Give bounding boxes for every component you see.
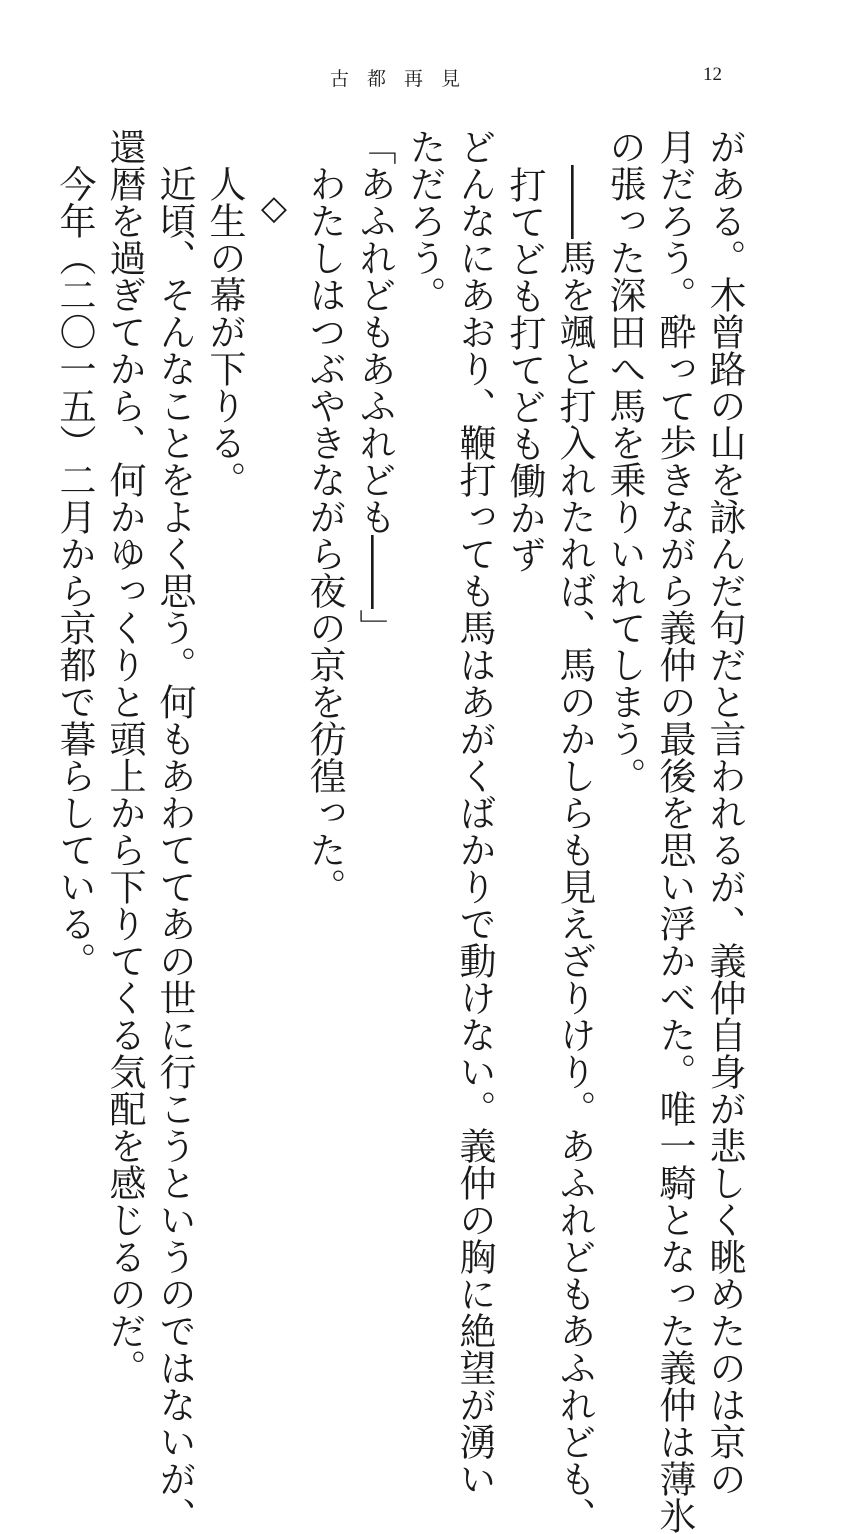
text-line: 打てども打てども働かず (503, 166, 546, 573)
section-divider: ◇ (254, 188, 294, 228)
text-line: の張った深田へ馬を乗りいれてしまう。 (603, 128, 646, 794)
text-line: 人生の幕が下りる。 (203, 128, 246, 498)
text-line: わたしはつぶやきながら夜の京を彷徨った。 (303, 128, 346, 905)
text-line: 還暦を過ぎてから、何かゆっくりと頭上から下りてくる気配を感じるのだ。 (103, 128, 146, 1386)
text-line: がある。木曾路の山を詠んだ句だと言われるが、義仲自身が悲しく眺めたのは京の (703, 128, 746, 1497)
page-number: 12 (703, 64, 722, 85)
text-line: ただろう。 (403, 128, 446, 313)
text-line: 近頃、そんなことをよく思う。何もあわててあの世に行こうというのではないが、 (153, 128, 196, 1534)
text-line: 今年（二〇一五）二月から京都で暮らしている。 (53, 128, 96, 979)
vertical-text-body (49, 128, 749, 1534)
text-line: 「あふれどもあふれども――」 (353, 128, 396, 646)
running-title: 古都再見 (330, 68, 479, 90)
text-line: ――馬を颯と打入れたれば、馬のかしらも見えざりけり。あふれどもあふれども、 (553, 128, 596, 1534)
text-line: どんなにあおり、鞭打っても馬はあがくばかりで動けない。義仲の胸に絶望が湧い (453, 128, 496, 1497)
text-line: 月だろう。酔って歩きながら義仲の最後を思い浮かべた。唯一騎となった義仲は薄氷 (653, 128, 696, 1534)
